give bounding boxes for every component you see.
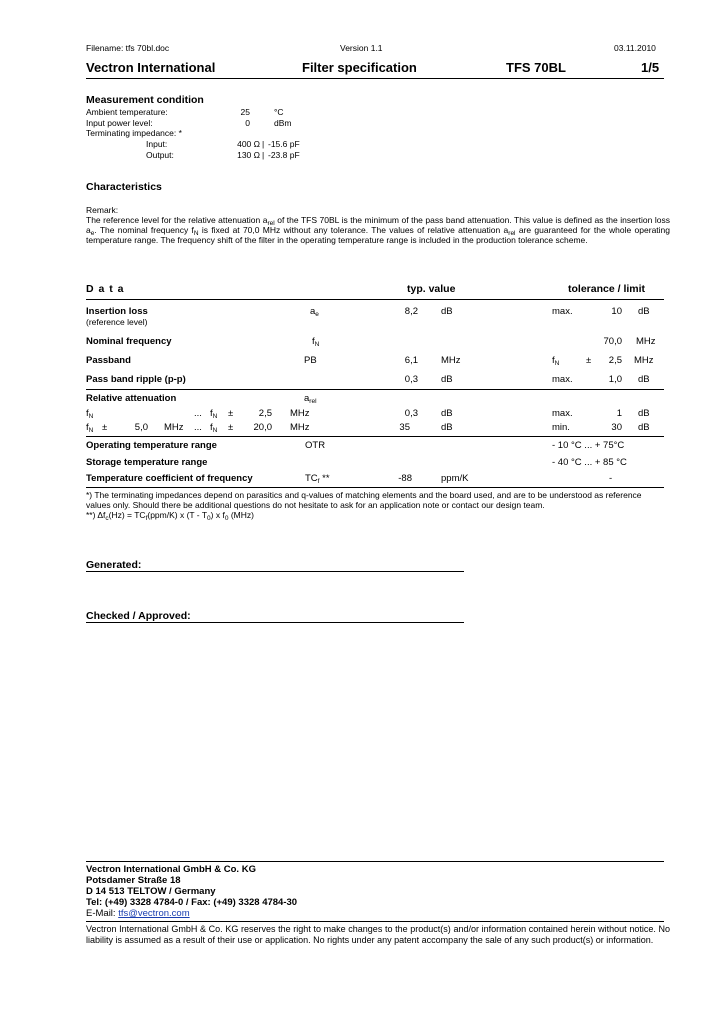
reference-level-label: (reference level)	[86, 317, 148, 327]
tolerance-header: tolerance / limit	[568, 283, 646, 295]
att-row1-val: 2,5	[258, 408, 272, 419]
ambient-value: 25	[240, 107, 250, 117]
att-row1-vunit: dB	[441, 408, 453, 419]
output-impedance: 130 Ω	[237, 150, 260, 160]
ambient-unit: °C	[274, 107, 284, 117]
relative-attenuation-label: Relative attenuation	[86, 393, 177, 404]
email-label: E-Mail:	[86, 908, 119, 919]
footer-city: D 14 513 TELTOW / Germany	[86, 886, 216, 897]
pb-unit: MHz	[441, 355, 461, 366]
symbol-pb: PB	[304, 355, 317, 366]
date-label: 03.11.2010	[614, 43, 656, 53]
nf-unit: MHz	[636, 336, 656, 347]
remark-label: Remark:	[86, 205, 119, 215]
footnote-tcf: **) $\Delta f_c(Hz) = TC_f(ppm/K)$ x $(T - T_0)$ x $f_0$ (MHz)	[86, 510, 254, 522]
att-row2-value: 35	[399, 422, 410, 433]
il-typ-value: 8,2	[404, 306, 418, 317]
storage-temp-label: Storage temperature range	[86, 457, 208, 468]
att-row1-fn2: $f_N$	[210, 408, 218, 420]
nf-limit: 70,0	[603, 336, 622, 347]
pb-plusminus: ±	[586, 355, 592, 366]
tcf-value: -88	[398, 473, 412, 484]
input-capacitance: -15.6 pF	[268, 139, 300, 149]
checked-label: Checked / Approved:	[86, 610, 191, 622]
filename-label: Filename: tfs 70bl.doc	[86, 43, 170, 53]
att-row2-limit-unit: dB	[638, 422, 650, 433]
ripple-tol: max.	[552, 374, 573, 385]
page-number: 1/5	[641, 60, 660, 75]
impedance-label: Terminating impedance: *	[86, 128, 182, 138]
att-row2-pm: ±	[102, 422, 108, 433]
company-name: Vectron International	[86, 60, 216, 75]
att-row2-bunit: MHz	[290, 422, 310, 433]
att-row1-limit: 1	[616, 408, 622, 419]
power-value: 0	[245, 118, 250, 128]
att-row1-fn: $f_N$	[86, 408, 94, 420]
output-label: Output:	[146, 150, 174, 160]
footer-company: Vectron International GmbH & Co. KG	[86, 864, 256, 875]
footer-phone: Tel: (+49) 3328 4784-0 / Fax: (+49) 3328 4784-30	[86, 897, 298, 908]
tcf-label: Temperature coefficient of frequency	[86, 473, 253, 484]
att-row2-limit: 30	[611, 422, 622, 433]
part-number: TFS 70BL	[506, 60, 566, 75]
power-label: Input power level:	[86, 118, 153, 128]
operating-temp-label: Operating temperature range	[86, 440, 217, 451]
data-bottom-rule	[86, 487, 664, 488]
symbol-fn: $f_N$	[312, 336, 320, 348]
footer-disclaimer: Vectron International GmbH & Co. KG reserves the right to make changes to the product(s) and/or information contained herein without notice. No liability is assumed as a result of their use or application. No rights under any patent accompany the sale of any such product(s) or information.	[86, 924, 670, 945]
input-label: Input:	[146, 139, 168, 149]
generated-signature-line	[86, 571, 464, 572]
att-row1-limit-unit: dB	[638, 408, 650, 419]
ripple-rule	[86, 389, 664, 390]
att-row1-dots: ...	[194, 408, 202, 419]
att-row2-fn: $f_N$	[86, 422, 94, 434]
att-row2-b: 20,0	[253, 422, 272, 433]
document-title: Filter specification	[302, 60, 417, 75]
ripple-limit: 1,0	[608, 374, 622, 385]
att-row2-tol: min.	[552, 422, 570, 433]
att-row2-fn2: $f_N$	[210, 422, 218, 434]
remark-paragraph: The reference level for the relative attenuation $a_{rel}$ of the TFS 70BL is the minimum of the pass band attenuation. This value is defined as the insertion loss $a_e$. The nominal frequency $f_N$ is fixed at 70,0 MHz without any tolerance. The values of relative attenuation $a_{rel}$ are guaranteed for the whole operating temperature range. The frequency shift of the filter in the operating temperature range is included in the production tolerance scheme.	[86, 215, 671, 245]
att-row1-value: 0,3	[404, 408, 418, 419]
att-row2-dots: ...	[194, 422, 202, 433]
measurement-title: Measurement condition	[86, 94, 204, 106]
email-link[interactable]: tfs@vectron.com	[118, 908, 190, 919]
il-unit: dB	[441, 306, 453, 317]
ripple-typ-value: 0,3	[404, 374, 418, 385]
footnote-impedance: *) The terminating impedances depend on parasitics and q-values of matching elements and the board used, and are to be understood as reference values only. Should there be additional questions do not hesitate to ask for an application note or contact our design team.	[86, 490, 642, 510]
ripple-label: Pass band ripple (p-p)	[86, 374, 186, 385]
att-row1-pm: ±	[228, 408, 234, 419]
insertion-loss-label: Insertion loss	[86, 306, 148, 317]
ripple-limit-unit: dB	[638, 374, 650, 385]
pb-limit: 2,5	[608, 355, 622, 366]
att-row2-pm2: ±	[228, 422, 234, 433]
symbol-tcf: $TC_f$ **	[305, 473, 330, 485]
ripple-unit: dB	[441, 374, 453, 385]
passband-label: Passband	[86, 355, 131, 366]
symbol-arel: $a_{rel}$	[304, 393, 317, 405]
il-limit: 10	[611, 306, 622, 317]
characteristics-title: Characteristics	[86, 181, 162, 193]
data-header-rule	[86, 299, 664, 300]
att-row2-vunit: dB	[441, 422, 453, 433]
pb-typ-value: 6,1	[404, 355, 418, 366]
data-title: D a t a	[86, 283, 125, 295]
header-rule	[86, 78, 664, 79]
pb-fn: $f_N$	[552, 355, 560, 367]
symbol-otr: OTR	[305, 440, 326, 451]
ambient-label: Ambient temperature:	[86, 107, 168, 117]
storage-temp-range: - 40 °C ... + 85 °C	[552, 457, 627, 468]
tcf-tol: -	[609, 473, 613, 484]
att-row1-tol: max.	[552, 408, 573, 419]
typ-value-header: typ. value	[407, 283, 456, 295]
footer-street: Potsdamer Straße 18	[86, 875, 181, 886]
footer-rule	[86, 861, 664, 862]
il-limit-unit: dB	[638, 306, 650, 317]
tcf-unit: ppm/K	[441, 473, 469, 484]
pb-limit-unit: MHz	[634, 355, 654, 366]
output-capacitance: -23.8 pF	[268, 150, 300, 160]
att-row1-unit: MHz	[290, 408, 310, 419]
attenuation-rule	[86, 436, 664, 437]
footer-email-line	[86, 908, 190, 919]
input-impedance: 400 Ω	[237, 139, 260, 149]
version-label: Version 1.1	[340, 43, 383, 53]
generated-label: Generated:	[86, 559, 142, 571]
symbol-ae: $a_e$	[310, 306, 319, 318]
il-tol: max.	[552, 306, 573, 317]
att-row2-aunit: MHz	[164, 422, 184, 433]
att-row2-a: 5,0	[134, 422, 148, 433]
checked-signature-line	[86, 622, 464, 623]
nominal-frequency-label: Nominal frequency	[86, 336, 172, 347]
operating-temp-range: - 10 °C ... + 75°C	[552, 440, 625, 451]
footer-disclaimer-rule	[86, 921, 664, 922]
power-unit: dBm	[274, 118, 292, 128]
